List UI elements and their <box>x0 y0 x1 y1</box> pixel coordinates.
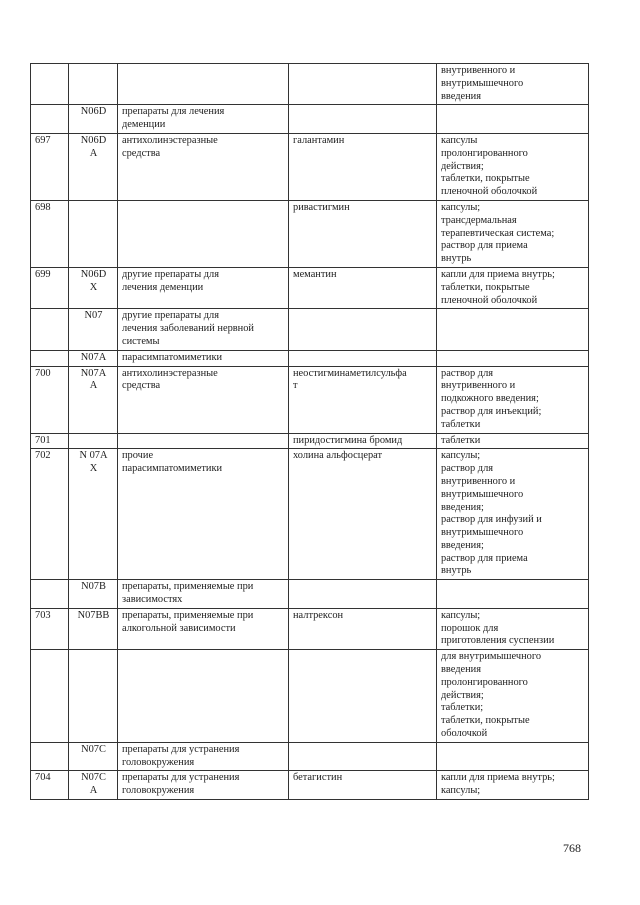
drug-table <box>30 63 589 800</box>
row-number-cell: 700 <box>31 366 69 433</box>
table-row <box>31 267 589 308</box>
dosage-form-cell: таблетки <box>437 433 589 449</box>
row-number-cell <box>31 350 69 366</box>
drug-name-cell: галантамин <box>289 133 437 200</box>
row-number-cell <box>31 580 69 609</box>
dosage-form-cell: внутривенного и внутримышечного введения <box>437 64 589 105</box>
atc-code-cell: N07A <box>69 350 118 366</box>
table-row <box>31 366 589 433</box>
pharmacological-group-cell: препараты для лечения деменции <box>118 105 289 134</box>
row-number-cell: 704 <box>31 771 69 800</box>
dosage-form-cell: капсулы; порошок для приготовления суспензии <box>437 608 589 649</box>
pharmacological-group-cell <box>118 433 289 449</box>
row-number-cell: 697 <box>31 133 69 200</box>
atc-code-cell: N06D X <box>69 267 118 308</box>
dosage-form-cell: капсулы; трансдермальная терапевтическая система; раствор для приема внутрь <box>437 200 589 267</box>
drug-table-body <box>31 64 589 800</box>
table-row <box>31 742 589 771</box>
pharmacological-group-cell: другие препараты для лечения деменции <box>118 267 289 308</box>
drug-name-cell: пиридостигмина бромид <box>289 433 437 449</box>
dosage-form-cell: капсулы; раствор для внутривенного и внутримышечного введения; раствор для инфузий и внутримышечного введения; раствор для приема внутрь <box>437 449 589 580</box>
table-row <box>31 105 589 134</box>
page-number: 768 <box>563 841 581 855</box>
row-number-cell: 701 <box>31 433 69 449</box>
drug-name-cell <box>289 580 437 609</box>
atc-code-cell: N07A A <box>69 366 118 433</box>
atc-code-cell <box>69 200 118 267</box>
table-row <box>31 580 589 609</box>
drug-name-cell: налтрексон <box>289 608 437 649</box>
pharmacological-group-cell: препараты, применяемые при зависимостях <box>118 580 289 609</box>
table-row <box>31 771 589 800</box>
row-number-cell: 698 <box>31 200 69 267</box>
drug-name-cell <box>289 742 437 771</box>
row-number-cell: 703 <box>31 608 69 649</box>
row-number-cell <box>31 309 69 350</box>
dosage-form-cell: раствор для внутривенного и подкожного введения; раствор для инъекций; таблетки <box>437 366 589 433</box>
pharmacological-group-cell: другие препараты для лечения заболеваний нервной системы <box>118 309 289 350</box>
pharmacological-group-cell: антихолинэстеразные средства <box>118 366 289 433</box>
dosage-form-cell <box>437 105 589 134</box>
table-row <box>31 309 589 350</box>
pharmacological-group-cell: препараты для устранения головокружения <box>118 742 289 771</box>
atc-code-cell: N06D <box>69 105 118 134</box>
dosage-form-cell <box>437 742 589 771</box>
pharmacological-group-cell: парасимпатомиметики <box>118 350 289 366</box>
table-row <box>31 200 589 267</box>
table-row <box>31 350 589 366</box>
atc-code-cell <box>69 433 118 449</box>
dosage-form-cell <box>437 350 589 366</box>
drug-name-cell <box>289 105 437 134</box>
row-number-cell: 702 <box>31 449 69 580</box>
atc-code-cell: N07BB <box>69 608 118 649</box>
table-row <box>31 650 589 743</box>
drug-name-cell: холина альфосцерат <box>289 449 437 580</box>
table-row <box>31 133 589 200</box>
atc-code-cell <box>69 64 118 105</box>
table-row <box>31 64 589 105</box>
drug-name-cell: бетагистин <box>289 771 437 800</box>
dosage-form-cell: капли для приема внутрь; таблетки, покрытые пленочной оболочкой <box>437 267 589 308</box>
row-number-cell: 699 <box>31 267 69 308</box>
dosage-form-cell <box>437 580 589 609</box>
row-number-cell <box>31 105 69 134</box>
pharmacological-group-cell <box>118 650 289 743</box>
pharmacological-group-cell: прочие парасимпатомиметики <box>118 449 289 580</box>
dosage-form-cell: капли для приема внутрь; капсулы; <box>437 771 589 800</box>
drug-name-cell <box>289 309 437 350</box>
drug-name-cell <box>289 350 437 366</box>
table-row <box>31 449 589 580</box>
row-number-cell <box>31 64 69 105</box>
atc-code-cell: N07 <box>69 309 118 350</box>
atc-code-cell: N07B <box>69 580 118 609</box>
drug-name-cell: мемантин <box>289 267 437 308</box>
drug-name-cell: ривастигмин <box>289 200 437 267</box>
atc-code-cell: N06D A <box>69 133 118 200</box>
atc-code-cell: N07C <box>69 742 118 771</box>
drug-name-cell <box>289 64 437 105</box>
drug-name-cell <box>289 650 437 743</box>
row-number-cell <box>31 650 69 743</box>
atc-code-cell: N07C A <box>69 771 118 800</box>
pharmacological-group-cell <box>118 200 289 267</box>
dosage-form-cell: капсулы пролонгированного действия; таблетки, покрытые пленочной оболочкой <box>437 133 589 200</box>
dosage-form-cell <box>437 309 589 350</box>
drug-name-cell: неостигминаметилсульфа т <box>289 366 437 433</box>
pharmacological-group-cell: антихолинэстеразные средства <box>118 133 289 200</box>
pharmacological-group-cell: препараты, применяемые при алкогольной зависимости <box>118 608 289 649</box>
table-row <box>31 433 589 449</box>
pharmacological-group-cell <box>118 64 289 105</box>
pharmacological-group-cell: препараты для устранения головокружения <box>118 771 289 800</box>
atc-code-cell <box>69 650 118 743</box>
row-number-cell <box>31 742 69 771</box>
dosage-form-cell: для внутримышечного введения пролонгированного действия; таблетки; таблетки, покрытые оболочкой <box>437 650 589 743</box>
atc-code-cell: N 07A X <box>69 449 118 580</box>
table-row <box>31 608 589 649</box>
